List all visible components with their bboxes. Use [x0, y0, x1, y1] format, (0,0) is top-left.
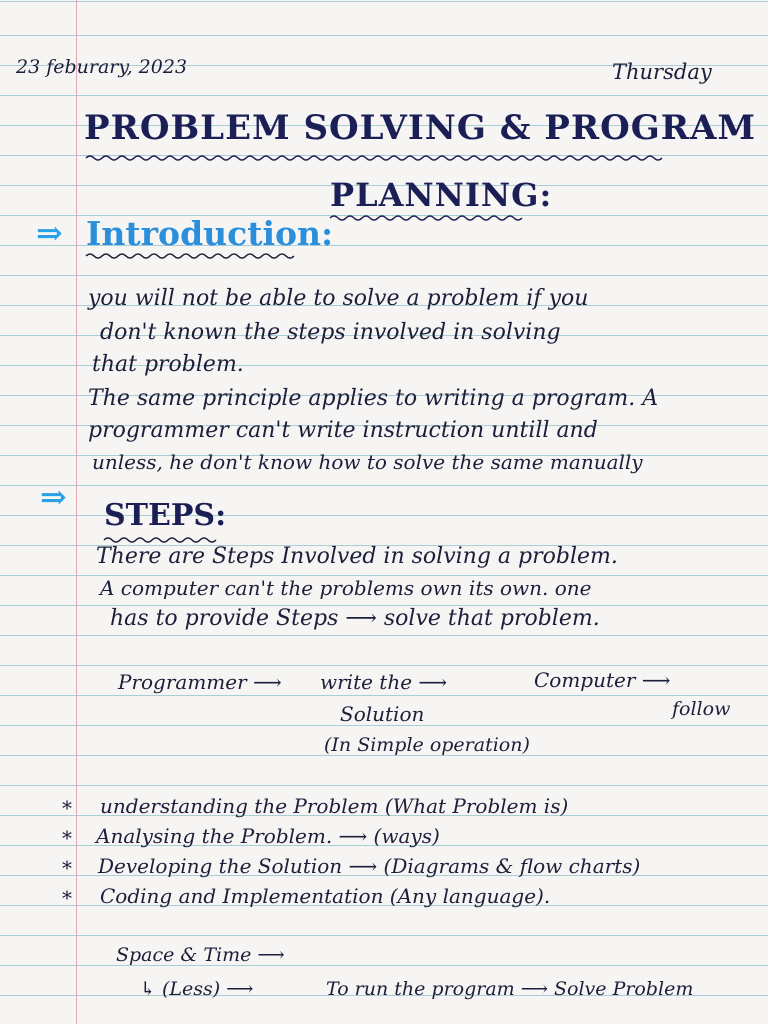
- flow-follow: follow: [672, 698, 731, 720]
- less-note: ↳ (Less) ⟶: [140, 978, 254, 1000]
- intro-arrow-icon: ⇒: [36, 214, 63, 252]
- bullet-marker: *: [62, 856, 72, 880]
- steps-line: A computer can't the problems own its own. one: [100, 576, 592, 600]
- steps-arrow-icon: ⇒: [40, 478, 67, 516]
- flow-simple-operation: (In Simple operation): [324, 734, 530, 756]
- flow-solution: Solution: [340, 702, 425, 726]
- steps-heading: STEPS:: [104, 498, 227, 533]
- bullet-item: Developing the Solution ⟶ (Diagrams & flow charts): [98, 854, 641, 878]
- introduction-heading: Introduction:: [86, 214, 334, 253]
- intro-line: programmer can't write instruction untill and: [88, 418, 598, 443]
- intro-line: you will not be able to solve a problem if you: [88, 286, 589, 311]
- space-time-note: Space & Time ⟶: [116, 944, 285, 966]
- bullet-marker: *: [62, 826, 72, 850]
- steps-line: has to provide Steps ⟶ solve that problem.: [110, 606, 600, 631]
- intro-line: unless, he don't know how to solve the same manually: [92, 450, 643, 474]
- bullet-marker: *: [62, 886, 72, 910]
- day: Thursday: [612, 60, 712, 84]
- steps-line: There are Steps Involved in solving a problem.: [96, 544, 618, 569]
- date: 23 feburary, 2023: [16, 56, 188, 78]
- intro-line: The same principle applies to writing a program. A: [88, 386, 659, 411]
- bullet-item: Analysing the Problem. ⟶ (ways): [96, 824, 440, 848]
- intro-line: don't known the steps involved in solving: [100, 320, 561, 345]
- page-title: PROBLEM SOLVING & PROGRAM: [84, 108, 757, 148]
- flow-programmer: Programmer ⟶: [118, 670, 282, 694]
- flow-write-the: write the ⟶: [320, 670, 448, 694]
- run-program-note: To run the program ⟶ Solve Problem: [326, 978, 694, 1000]
- bullet-marker: *: [62, 796, 72, 820]
- bullet-item: understanding the Problem (What Problem is): [100, 794, 569, 818]
- bullet-item: Coding and Implementation (Any language).: [100, 884, 551, 908]
- page-title-line2: PLANNING:: [330, 176, 553, 214]
- flow-computer: Computer ⟶: [534, 668, 671, 692]
- intro-line: that problem.: [92, 352, 244, 377]
